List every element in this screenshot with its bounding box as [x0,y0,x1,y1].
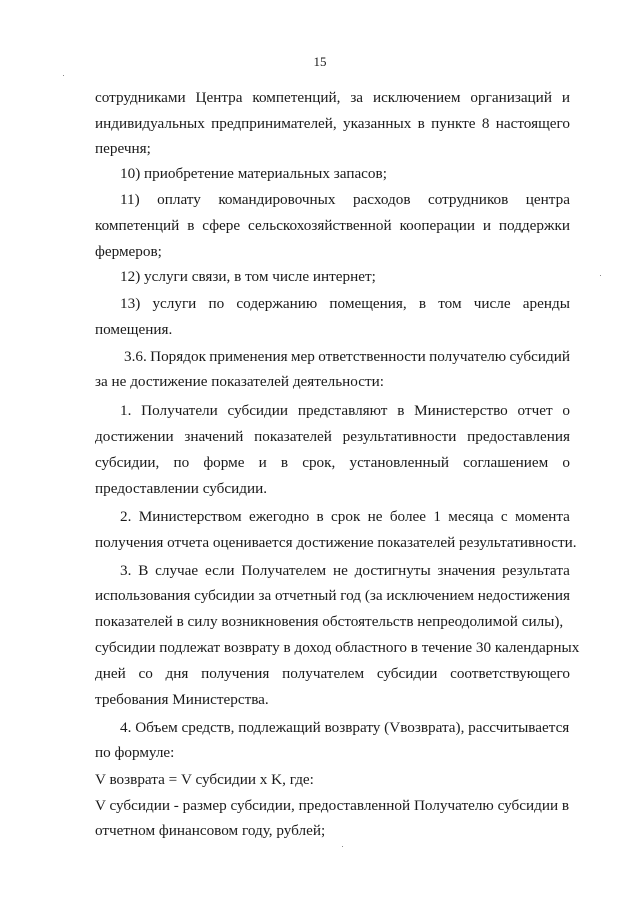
text-line-12: за не достижение показателей деятельности: [95,373,384,390]
text-line-4: 10) приобретение материальных запасов; [120,165,387,182]
text-line-20: использования субсидии за отчетный год (за исключением недостижения [95,587,570,604]
text-line-16: предоставлении субсидии. [95,480,268,497]
text-line-21: показателей в силу возникновения обстоятельств непреодолимой силы), [95,613,564,630]
text-line-24: требования Министерства. [95,691,269,708]
text-line-2: индивидуальных предпринимателей, указанных в пункте 8 настоящего [95,115,570,132]
text-line-29: отчетном финансовом году, рублей; [95,822,326,839]
text-line-7: фермеров; [95,243,162,260]
text-line-9: 13) услуги по содержанию помещения, в том числе аренды [120,295,570,312]
text-line-8: 12) услуги связи, в том числе интернет; [120,268,376,285]
text-line-23: дней со дня получения получателем субсидии соответствующего [95,665,570,682]
text-line-5: 11) оплату командировочных расходов сотрудников центра [120,191,570,208]
text-line-13: 1. Получатели субсидии представляют в Министерство отчет о [120,402,570,419]
scan-speck [600,275,601,276]
scan-speck [342,846,343,847]
text-line-14: достижении значений показателей результативности предоставления [95,428,570,445]
text-line-26: по формуле: [95,744,175,761]
text-line-22: субсидии подлежат возврату в доход областного в течение 30 календарных [95,639,580,656]
page-number: 15 [313,54,327,69]
text-line-27: V возврата = V субсидии x K, где: [95,771,314,788]
text-line-25: 4. Объем средств, подлежащий возврату (Vвозврата), рассчитывается [120,719,570,736]
text-line-11: 3.6. Порядок применения мер ответственности получателю субсидий [124,348,570,365]
text-line-10: помещения. [95,321,173,338]
text-line-17: 2. Министерством ежегодно в срок не более 1 месяца с момента [120,508,570,525]
text-line-15: субсидии, по форме и в срок, установленный соглашением о [95,454,570,471]
scan-speck [63,75,64,76]
text-line-18: получения отчета оценивается достижение показателей результативности. [95,534,577,551]
text-line-19: 3. В случае если Получателем не достигнуты значения результата [120,562,570,579]
text-line-3: перечня; [95,140,151,157]
text-line-6: компетенций в сфере сельскохозяйственной кооперации и поддержки [95,217,570,234]
text-line-28: V субсидии - размер субсидии, предоставленной Получателю субсидии в [95,797,570,814]
text-line-1: сотрудниками Центра компетенций, за исключением организаций и [95,89,570,106]
